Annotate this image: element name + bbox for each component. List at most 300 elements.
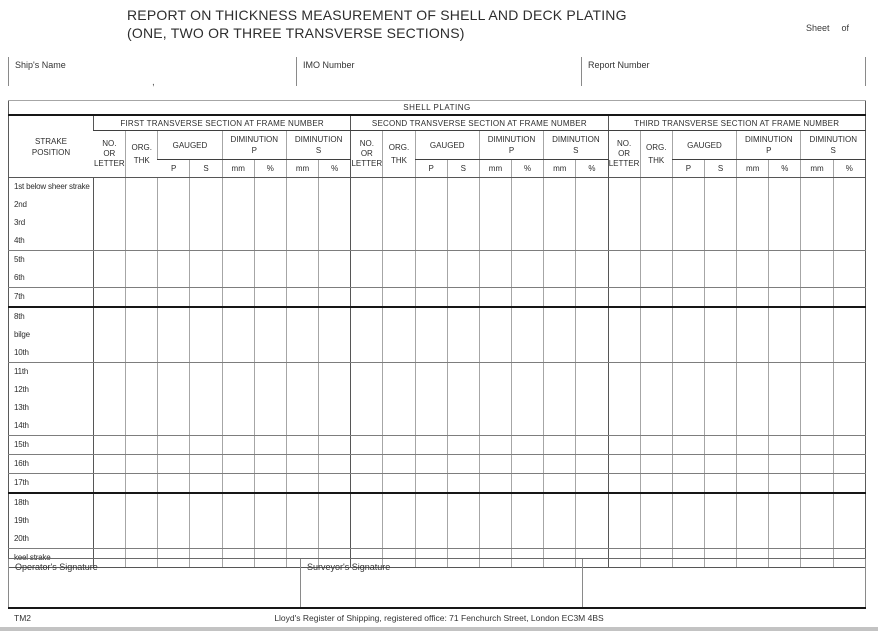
measurement-cell [640, 363, 672, 436]
measurement-cell [383, 288, 415, 308]
measurement-cell [479, 363, 511, 436]
col-header-org-thk: ORG. THK [126, 131, 158, 178]
measurement-cell [351, 178, 383, 251]
measurement-cell [544, 178, 576, 251]
measurement-cell [704, 178, 736, 251]
measurement-cell [447, 474, 479, 494]
measurement-cell [737, 288, 769, 308]
measurement-cell [640, 436, 672, 455]
measurement-cell [222, 178, 254, 251]
measurement-cell [222, 251, 254, 288]
measurement-cell [126, 307, 158, 363]
measurement-cell [190, 251, 222, 288]
measurement-cell [608, 178, 640, 251]
measurement-cell [126, 363, 158, 436]
measurement-cell [833, 474, 865, 494]
measurement-cell [769, 251, 801, 288]
measurement-cell [576, 251, 608, 288]
measurement-cell [94, 493, 126, 549]
measurement-cell [126, 251, 158, 288]
strake-label-cell [9, 455, 94, 474]
col-header-diminution-p: DIMINUTION P [222, 131, 286, 160]
measurement-cell [672, 436, 704, 455]
header-fields-row [8, 57, 866, 86]
col-header-diminution-s: DIMINUTION S [544, 131, 608, 160]
measurement-cell [479, 288, 511, 308]
measurement-cell [640, 251, 672, 288]
measurement-cell [190, 307, 222, 363]
col-subheader-s: S [447, 160, 479, 178]
measurement-cell [512, 363, 544, 436]
measurement-cell [415, 436, 447, 455]
measurement-cell [158, 436, 190, 455]
strake-label: 16th [14, 459, 29, 468]
measurement-cell [126, 436, 158, 455]
section-title-1: FIRST TRANSVERSE SECTION AT FRAME NUMBER [94, 115, 351, 131]
measurement-cell [415, 474, 447, 494]
strake-label: 2nd [14, 200, 27, 209]
measurement-cell [94, 307, 126, 363]
measurement-cell [319, 363, 351, 436]
measurement-cell [640, 288, 672, 308]
measurement-cell [126, 474, 158, 494]
measurement-cell [286, 307, 318, 363]
measurement-cell [769, 307, 801, 363]
strake-position-header: STRAKE POSITION [9, 115, 94, 178]
col-header-gauged: GAUGED [415, 131, 479, 160]
col-subheader-pct-s: % [576, 160, 608, 178]
col-subheader-pct-p: % [769, 160, 801, 178]
measurement-cell [319, 307, 351, 363]
measurement-cell [737, 251, 769, 288]
strake-label: 6th [14, 273, 25, 282]
strake-label: 8th [14, 312, 25, 321]
measurement-cell [608, 363, 640, 436]
measurement-cell [190, 288, 222, 308]
measurement-cell [544, 455, 576, 474]
report-number-label: Report Number [588, 60, 650, 70]
shell-plating-table [8, 100, 866, 568]
col-subheader-s: S [190, 160, 222, 178]
measurement-cell [769, 363, 801, 436]
measurement-cell [479, 178, 511, 251]
strake-label-cell [9, 288, 94, 308]
measurement-cell [704, 251, 736, 288]
measurement-cell [512, 307, 544, 363]
measurement-cell [383, 436, 415, 455]
measurement-cell [351, 474, 383, 494]
strake-label: 5th [14, 255, 25, 264]
measurement-cell [640, 307, 672, 363]
measurement-cell [576, 178, 608, 251]
measurement-cell [704, 474, 736, 494]
measurement-cell [158, 474, 190, 494]
signature-row [8, 558, 866, 609]
measurement-cell [319, 493, 351, 549]
sheet-label: Sheet [806, 23, 830, 33]
measurement-cell [512, 178, 544, 251]
measurement-cell [254, 455, 286, 474]
measurement-cell [126, 493, 158, 549]
measurement-cell [158, 178, 190, 251]
measurement-cell [447, 178, 479, 251]
measurement-cell [351, 455, 383, 474]
measurement-cell [737, 363, 769, 436]
measurement-cell [769, 474, 801, 494]
field-ships-name [8, 57, 296, 86]
measurement-cell [512, 474, 544, 494]
measurement-cell [608, 251, 640, 288]
measurement-cell [576, 363, 608, 436]
measurement-cell [704, 493, 736, 549]
imo-number-label: IMO Number [303, 60, 355, 70]
measurement-cell [801, 493, 833, 549]
measurement-cell [222, 363, 254, 436]
measurement-cell [415, 455, 447, 474]
measurement-cell [319, 474, 351, 494]
form-code: TM2 [14, 613, 31, 623]
surveyor-signature-cell [300, 559, 582, 607]
strake-label: 20th [14, 534, 29, 543]
measurement-cell [833, 436, 865, 455]
col-header-diminution-s: DIMINUTION S [801, 131, 866, 160]
strake-label: keel strake [14, 553, 51, 562]
measurement-cell [608, 474, 640, 494]
measurement-cell [801, 288, 833, 308]
measurement-cell [447, 288, 479, 308]
measurement-cell [833, 288, 865, 308]
operator-signature-cell [8, 559, 300, 607]
measurement-cell [286, 288, 318, 308]
measurement-cell [415, 251, 447, 288]
measurement-cell [190, 474, 222, 494]
measurement-cell [833, 455, 865, 474]
measurement-cell [737, 436, 769, 455]
measurement-cell [286, 455, 318, 474]
col-header-org-thk: ORG. THK [383, 131, 415, 178]
measurement-cell [190, 436, 222, 455]
measurement-cell [383, 307, 415, 363]
measurement-cell [383, 178, 415, 251]
strake-label: 13th [14, 403, 29, 412]
measurement-cell [801, 455, 833, 474]
strake-label: 18th [14, 498, 29, 507]
strake-label: 14th [14, 421, 29, 430]
measurement-cell [801, 178, 833, 251]
measurement-cell [704, 288, 736, 308]
measurement-cell [544, 436, 576, 455]
measurement-cell [415, 288, 447, 308]
measurement-cell [769, 288, 801, 308]
measurement-cell [833, 363, 865, 436]
measurement-cell [351, 436, 383, 455]
col-subheader-mm-s: mm [286, 160, 318, 178]
measurement-cell [286, 493, 318, 549]
measurement-cell [801, 474, 833, 494]
shell-plating-banner: SHELL PLATING [9, 101, 866, 116]
measurement-cell [447, 436, 479, 455]
measurement-cell [158, 455, 190, 474]
measurement-cell [351, 307, 383, 363]
measurement-cell [254, 288, 286, 308]
measurement-cell [383, 363, 415, 436]
strake-label: 12th [14, 385, 29, 394]
col-subheader-p: P [415, 160, 447, 178]
sheet-of-block [806, 23, 849, 33]
measurement-cell [158, 251, 190, 288]
measurement-cell [737, 178, 769, 251]
measurement-cell [672, 363, 704, 436]
col-header-no-or-letter: NO. OR LETTER [351, 131, 383, 178]
strake-label-cell [9, 436, 94, 455]
col-subheader-pct-s: % [319, 160, 351, 178]
measurement-cell [222, 455, 254, 474]
measurement-cell [383, 474, 415, 494]
measurement-cell [319, 455, 351, 474]
measurement-cell [769, 493, 801, 549]
measurement-cell [672, 288, 704, 308]
measurement-cell [479, 493, 511, 549]
measurement-cell [512, 436, 544, 455]
measurement-cell [254, 493, 286, 549]
measurement-cell [512, 288, 544, 308]
measurement-cell [158, 288, 190, 308]
measurement-cell [447, 251, 479, 288]
measurement-cell [801, 436, 833, 455]
measurement-cell [737, 307, 769, 363]
measurement-cell [319, 251, 351, 288]
col-subheader-pct-s: % [833, 160, 865, 178]
measurement-cell [576, 493, 608, 549]
surveyor-signature-label: Surveyor's Signature [307, 562, 391, 572]
section-title-2: SECOND TRANSVERSE SECTION AT FRAME NUMBER [351, 115, 608, 131]
strake-label: 10th [14, 348, 29, 357]
measurement-cell [415, 307, 447, 363]
strake-label: 11th [14, 367, 29, 376]
col-subheader-mm-p: mm [479, 160, 511, 178]
measurement-cell [704, 363, 736, 436]
measurement-cell [351, 493, 383, 549]
col-subheader-mm-s: mm [801, 160, 833, 178]
strake-label: 17th [14, 478, 29, 487]
measurement-cell [672, 178, 704, 251]
measurement-cell [544, 363, 576, 436]
strake-label: bilge [14, 330, 30, 339]
col-header-org-thk: ORG. THK [640, 131, 672, 178]
measurement-cell [158, 493, 190, 549]
measurement-cell [254, 474, 286, 494]
measurement-cell [94, 288, 126, 308]
page-footer [0, 613, 878, 625]
measurement-cell [833, 307, 865, 363]
measurement-cell [512, 251, 544, 288]
measurement-cell [447, 307, 479, 363]
measurement-cell [576, 474, 608, 494]
measurement-cell [833, 251, 865, 288]
measurement-cell [608, 455, 640, 474]
measurement-cell [222, 436, 254, 455]
of-label: of [841, 23, 850, 33]
measurement-cell [801, 307, 833, 363]
measurement-cell [447, 363, 479, 436]
measurement-cell [94, 455, 126, 474]
measurement-cell [833, 493, 865, 549]
measurement-cell [319, 436, 351, 455]
measurement-cell [190, 178, 222, 251]
measurement-cell [672, 251, 704, 288]
col-subheader-mm-s: mm [544, 160, 576, 178]
col-subheader-pct-p: % [254, 160, 286, 178]
measurement-cell [222, 288, 254, 308]
measurement-cell [254, 307, 286, 363]
measurement-cell [544, 474, 576, 494]
measurement-cell [190, 363, 222, 436]
measurement-cell [769, 178, 801, 251]
registered-office-line: Lloyd's Register of Shipping, registered office: 71 Fenchurch Street, London EC3M 4BS [274, 613, 604, 623]
measurement-cell [672, 455, 704, 474]
measurement-cell [94, 251, 126, 288]
col-header-no-or-letter: NO. OR LETTER [608, 131, 640, 178]
measurement-cell [222, 307, 254, 363]
measurement-cell [94, 474, 126, 494]
measurement-cell [126, 455, 158, 474]
col-header-diminution-s: DIMINUTION S [286, 131, 350, 160]
measurement-cell [512, 493, 544, 549]
strake-label: 3rd [14, 218, 25, 227]
measurement-cell [833, 178, 865, 251]
measurement-cell [447, 455, 479, 474]
measurement-cell [576, 436, 608, 455]
measurement-cell [704, 307, 736, 363]
measurement-cell [737, 455, 769, 474]
measurement-cell [94, 436, 126, 455]
col-header-diminution-p: DIMINUTION P [479, 131, 543, 160]
measurement-cell [286, 436, 318, 455]
measurement-cell [576, 288, 608, 308]
col-subheader-s: S [704, 160, 736, 178]
col-subheader-pct-p: % [512, 160, 544, 178]
measurement-cell [479, 455, 511, 474]
measurement-cell [608, 493, 640, 549]
measurement-cell [608, 307, 640, 363]
section-title-3: THIRD TRANSVERSE SECTION AT FRAME NUMBER [608, 115, 866, 131]
measurement-cell [222, 474, 254, 494]
measurement-cell [254, 363, 286, 436]
measurement-cell [672, 307, 704, 363]
measurement-cell [801, 251, 833, 288]
measurement-cell [544, 251, 576, 288]
measurement-cell [737, 474, 769, 494]
measurement-cell [254, 436, 286, 455]
col-header-diminution-p: DIMINUTION P [737, 131, 801, 160]
measurement-cell [704, 455, 736, 474]
strake-label: 19th [14, 516, 29, 525]
measurement-cell [447, 493, 479, 549]
measurement-cell [383, 493, 415, 549]
col-subheader-p: P [672, 160, 704, 178]
measurement-cell [351, 363, 383, 436]
strake-label: 4th [14, 236, 25, 245]
measurement-cell [415, 493, 447, 549]
field-report-number [581, 57, 866, 86]
strake-label-cell [9, 178, 94, 251]
measurement-cell [94, 178, 126, 251]
measurement-cell [190, 493, 222, 549]
strake-label: 1st below sheer strake [14, 182, 90, 191]
measurement-cell [94, 363, 126, 436]
col-header-gauged: GAUGED [672, 131, 736, 160]
strake-label: 15th [14, 440, 29, 449]
strake-label-cell [9, 474, 94, 494]
measurement-cell [544, 493, 576, 549]
measurement-cell [737, 493, 769, 549]
col-subheader-p: P [158, 160, 190, 178]
measurement-cell [576, 307, 608, 363]
measurement-cell [126, 178, 158, 251]
measurement-cell [479, 474, 511, 494]
measurement-cell [479, 307, 511, 363]
measurement-cell [158, 307, 190, 363]
measurement-cell [319, 178, 351, 251]
col-subheader-mm-p: mm [737, 160, 769, 178]
measurement-cell [640, 474, 672, 494]
measurement-cell [222, 493, 254, 549]
extra-signature-label [583, 559, 865, 562]
field-imo-number [296, 57, 581, 86]
measurement-cell [351, 251, 383, 288]
measurement-cell [769, 455, 801, 474]
measurement-cell [286, 178, 318, 251]
strake-label: 7th [14, 292, 25, 301]
measurement-cell [640, 178, 672, 251]
measurement-cell [415, 363, 447, 436]
col-header-gauged: GAUGED [158, 131, 222, 160]
measurement-cell [640, 455, 672, 474]
form-title [127, 7, 627, 42]
measurement-cell [351, 288, 383, 308]
form-title-line2: (ONE, TWO OR THREE TRANSVERSE SECTIONS) [127, 24, 465, 41]
measurement-cell [640, 493, 672, 549]
strake-label-cell [9, 307, 94, 363]
measurement-cell [319, 288, 351, 308]
strake-label-cell [9, 493, 94, 549]
measurement-cell [769, 436, 801, 455]
strake-label-cell [9, 363, 94, 436]
measurement-cell [383, 251, 415, 288]
measurement-cell [479, 251, 511, 288]
measurement-cell [704, 436, 736, 455]
measurement-cell [479, 436, 511, 455]
measurement-cell [286, 474, 318, 494]
col-header-no-or-letter: NO. OR LETTER [94, 131, 126, 178]
ships-name-label: Ship's Name [15, 60, 66, 70]
measurement-cell [383, 455, 415, 474]
stray-mark: , [152, 77, 155, 88]
measurement-cell [286, 363, 318, 436]
bottom-scroll-strip [0, 627, 878, 631]
measurement-cell [286, 251, 318, 288]
measurement-cell [801, 363, 833, 436]
measurement-cell [672, 474, 704, 494]
measurement-cell [672, 493, 704, 549]
measurement-cell [544, 307, 576, 363]
col-subheader-mm-p: mm [222, 160, 254, 178]
extra-signature-cell [582, 559, 866, 607]
measurement-cell [608, 288, 640, 308]
measurement-cell [544, 288, 576, 308]
measurement-cell [126, 288, 158, 308]
measurement-cell [158, 363, 190, 436]
